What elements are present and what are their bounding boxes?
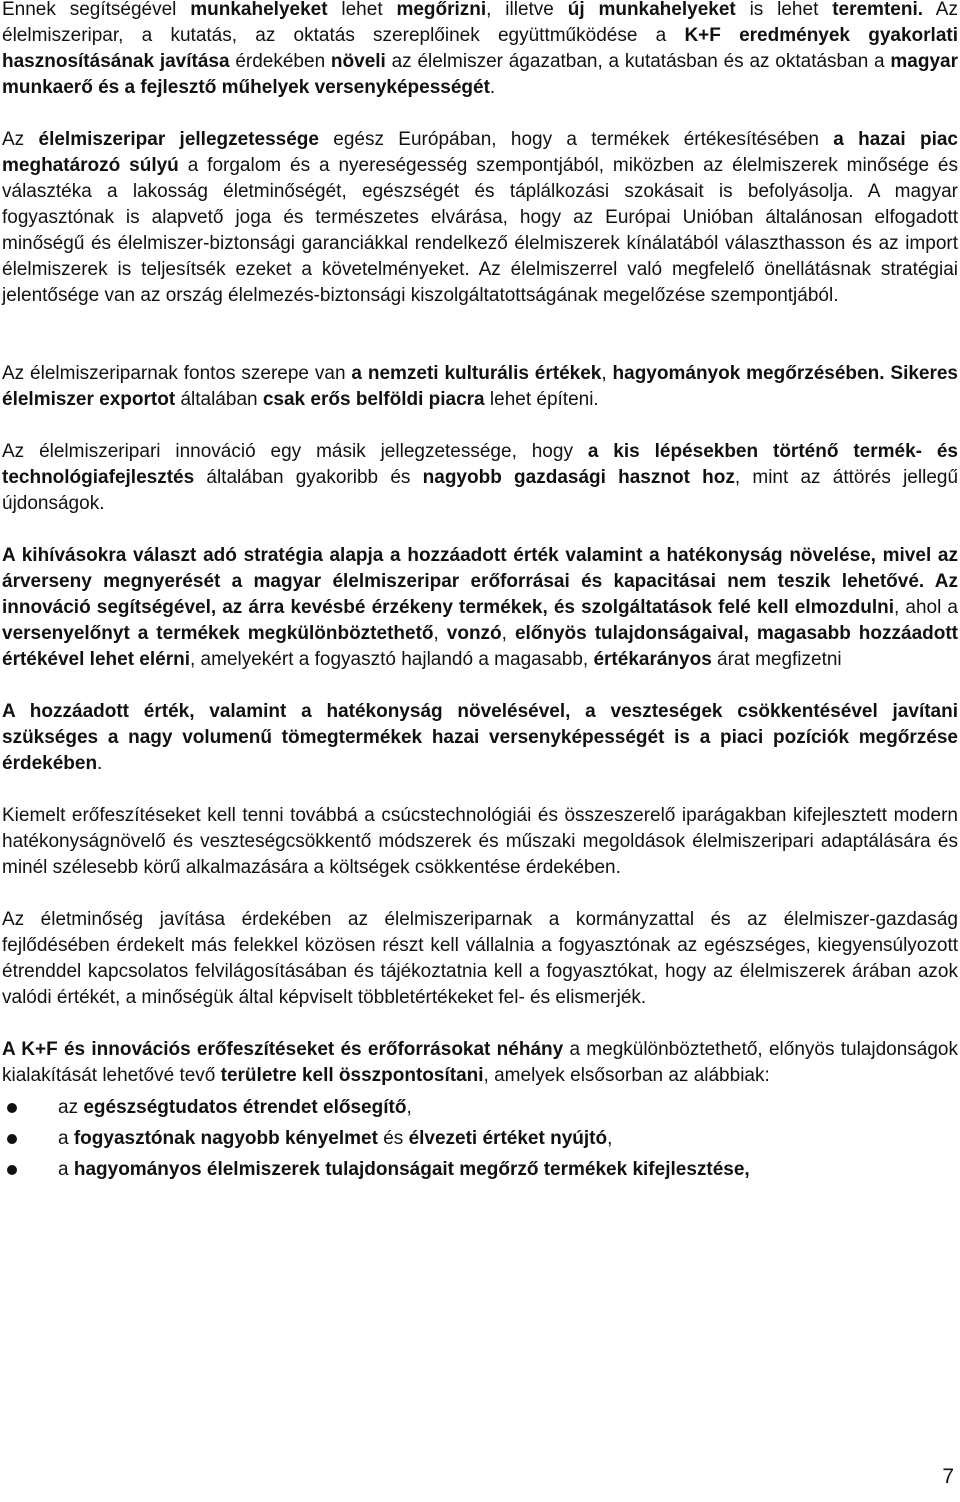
text-run: , ahol a: [894, 597, 959, 618]
bold-text: A hozzáadott érték, valamint a hatékonyság növelésével, a veszteségek csökkentésével javítani szükséges a nagy volumenű tömegtermékek hazai versenyképességét is a piaci pozíciók megőrzése érdekében: [2, 701, 958, 774]
bold-text: munkahelyeket: [190, 0, 328, 20]
bullet-icon: [7, 1103, 17, 1113]
bold-text: területre kell összpontosítani: [220, 1065, 484, 1086]
text-run: Az élelmiszeripar, a kutatás, az oktatás szereplőinek együttműködése a: [2, 0, 958, 46]
text-run: Az élelmiszeripari innováció egy másik jellegzetessége, hogy: [2, 441, 588, 462]
text-run: árat megfizetni: [711, 649, 842, 670]
text-run: az: [58, 1097, 84, 1118]
text-run: Az életminőség javítása érdekében az élelmiszeriparnak a kormányzattal és az élelmiszer-gazdaság fejlődésében érdekelt más felekkel közösen részt kell vállalnia a fogyasztónak az egészséges, kiegyensúlyozott étrenddel kapcsolatos felvilágosításában és tájékoztatnia kell a fogyasztókat, hogy az élelmiszerek árában azok valódi értékét, a minőségük által képviselt többletértékeket fel- és elismerjék.: [2, 909, 958, 1008]
text-run: Az élelmiszeriparnak fontos szerepe van: [2, 363, 352, 384]
bold-text: fogyasztónak nagyobb kényelmet: [73, 1128, 378, 1149]
bullet-list: [2, 1095, 958, 1188]
bold-text: megőrizni: [396, 0, 487, 20]
text-run: egész Európában, hogy a termékek értékesítésében: [318, 129, 834, 150]
text-run: általában: [175, 389, 263, 410]
text-run: is lehet: [735, 0, 833, 20]
bullet-icon: [7, 1165, 17, 1175]
text-run: általában gyakoribb és: [194, 467, 423, 488]
bold-text: hagyományok megőrzésében.: [612, 363, 885, 384]
bold-text: versenyelőnyt a termékek megkülönböztethető: [2, 623, 434, 644]
bold-text: nagyobb gazdasági hasznot hoz: [422, 467, 735, 488]
text-run: lehet építeni.: [484, 389, 599, 410]
paragraph: [2, 907, 958, 1011]
bold-text: csak erős belföldi piacra: [262, 389, 485, 410]
list-item: [2, 1157, 958, 1188]
bold-text: a hazai piac meghatározó súlyú: [2, 129, 958, 176]
text-run: ,: [607, 1128, 613, 1149]
bold-text: új munkahelyeket: [567, 0, 736, 20]
bold-text: A kihívásokra választ adó stratégia alapja a hozzáadott érték valamint a hatékonyság növelése, mivel az árverseny megnyerését a magyar élelmiszeripar erőforrásai és kapacitásai nem teszik lehetővé. Az innováció segítségével, az árra kevésbé érzékeny termékek, és szolgáltatások felé kell elmozdulni: [2, 545, 958, 618]
bold-text: A K+F és innovációs erőfeszítéseket és erőforrásokat néhány: [2, 1039, 564, 1060]
text-run: és: [377, 1128, 409, 1149]
text-run: a forgalom és a nyereségesség szempontjából, miközben az élelmiszerek minősége és választéka a lakosság életminőségét, egészségét és táplálkozási szokásait is befolyásolja. A magyar fogyasztónak is alapvető joga és természetes elvárása, hogy az Európai Unióban általánosan elfogadott minőségű és élelmiszer-biztonsági garanciákkal rendelkező élelmiszerek kínálatából választhasson és az import élelmiszerek is teljesítsék ezeket a követelményeket. Az élelmiszerrel való megfelelő önellátásnak stratégiai jelentősége van az ország élelmezés-biztonsági kiszolgáltatottságának megelőzése szempontjából.: [2, 155, 958, 306]
bold-text: teremteni.: [832, 0, 924, 20]
text-run: , illetve: [486, 0, 568, 20]
paragraph: [2, 0, 958, 101]
text-run: .: [489, 77, 496, 98]
bold-text: vonzó: [446, 623, 502, 644]
bold-text: előnyös tulajdonságaival, magasabb hozzáadott értékével lehet elérni: [2, 623, 959, 670]
list-item: [2, 1095, 958, 1126]
bold-text: élvezeti értéket nyújtó: [408, 1128, 608, 1149]
text-run: Kiemelt erőfeszítéseket kell tenni továbbá a csúcstechnológiái és összeszerelő iparágakban kifejlesztett modern hatékonyságnövelő és veszteségcsökkentő módszerek és műszaki megoldások élelmiszeripari adaptálására és minél szélesebb körű alkalmazására a költségek csökkentése érdekében.: [2, 805, 958, 878]
text-run: Az: [2, 129, 39, 150]
list-item-text: [58, 1097, 412, 1118]
list-item-text: [58, 1159, 750, 1180]
text-run: , mint az áttörés jellegű újdonságok.: [2, 467, 959, 514]
text-run: .: [97, 753, 103, 774]
text-run: a: [58, 1128, 74, 1149]
bold-text: élelmiszeripar jellegzetessége: [38, 129, 319, 150]
bold-text: a nemzeti kulturális értékek: [351, 363, 602, 384]
page-number: 7: [942, 1465, 954, 1488]
paragraph: [2, 1037, 958, 1089]
text-run: lehet: [327, 0, 397, 20]
paragraph: [2, 803, 958, 881]
text-run: az élelmiszer ágazatban, a kutatásban és az oktatásban a: [385, 51, 891, 72]
document-page: [2, 0, 958, 1188]
text-run: a megkülönböztethető, előnyös tulajdonságok kialakítását lehetővé tevő: [2, 1039, 958, 1086]
bold-text: a kis lépésekben történő termék- és technológiafejlesztés: [2, 441, 958, 488]
paragraph: [2, 543, 958, 673]
bold-text: magyar munkaerő és a fejlesztő műhelyek versenyképességét: [2, 51, 958, 98]
text-run: ,: [406, 1097, 412, 1118]
text-run: , amelyek elsősorban az alábbiak:: [483, 1065, 770, 1086]
text-run: Ennek segítségével: [2, 0, 191, 20]
bold-text: K+F eredmények gyakorlati hasznosításának javítása: [2, 25, 958, 72]
list-item: [2, 1126, 958, 1157]
paragraph: [2, 439, 958, 517]
paragraph: [2, 699, 958, 777]
paragraph: [2, 127, 958, 309]
bold-text: egészségtudatos étrendet elősegítő: [83, 1097, 407, 1118]
text-run: , amelyekért a fogyasztó hajlandó a magasabb,: [190, 649, 594, 670]
text-run: ,: [433, 623, 447, 644]
text-run: érdekében: [229, 51, 331, 72]
bullet-icon: [7, 1134, 17, 1144]
text-run: a: [58, 1159, 74, 1180]
bold-text: növeli: [330, 51, 386, 72]
text-run: ,: [501, 623, 515, 644]
list-item-text: [58, 1128, 612, 1149]
bold-text: Sikeres élelmiszer exportot: [2, 363, 959, 410]
bold-text: értékarányos: [593, 649, 712, 670]
bold-text: hagyományos élelmiszerek tulajdonságait megőrző termékek kifejlesztése,: [73, 1159, 750, 1180]
text-run: ,: [601, 363, 613, 384]
paragraph: [2, 361, 958, 413]
